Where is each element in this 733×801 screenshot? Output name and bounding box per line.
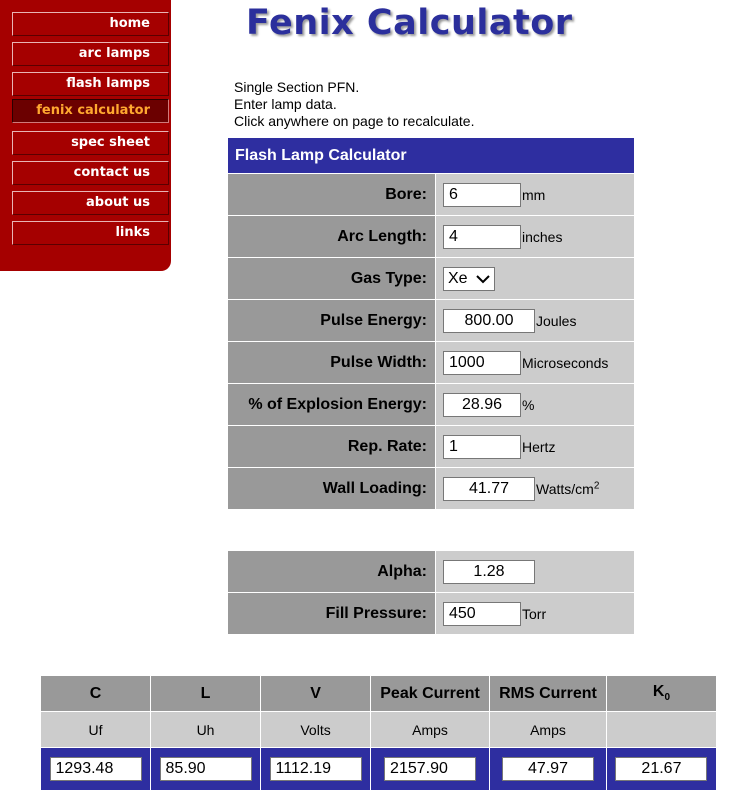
intro-line-3: Click anywhere on page to recalculate. <box>234 113 475 129</box>
unit-l: Uh <box>151 712 261 748</box>
nav-spec-sheet[interactable]: spec sheet <box>12 131 169 155</box>
fill-pressure-label: Fill Pressure: <box>228 593 436 635</box>
intro-line-1: Single Section PFN. <box>234 79 360 95</box>
gas-type-value: Xe <box>448 269 468 287</box>
header-l: L <box>151 676 261 712</box>
rep-rate-unit: Hertz <box>522 438 556 455</box>
nav-flash-lamps[interactable]: flash lamps <box>12 72 169 96</box>
row-fill-pressure <box>228 593 635 635</box>
header-c: C <box>41 676 151 712</box>
pulse-width-unit: Microseconds <box>522 354 609 371</box>
result-c-field[interactable] <box>50 757 142 781</box>
row-pulse-energy <box>228 300 635 342</box>
header-rms-current: RMS Current <box>490 676 607 712</box>
row-pulse-width <box>228 342 635 384</box>
bore-label: Bore: <box>228 174 436 216</box>
results-table <box>40 675 717 791</box>
logo-title: Fenix Calculator <box>246 3 573 43</box>
explosion-energy-label: % of Explosion Energy: <box>228 384 436 426</box>
pulse-energy-unit: Joules <box>536 312 577 329</box>
intro-text <box>234 79 474 130</box>
result-k0-field[interactable] <box>615 757 707 781</box>
gas-type-select[interactable] <box>443 267 495 291</box>
pulse-width-input[interactable] <box>443 351 521 375</box>
row-bore <box>228 174 635 216</box>
flash-lamp-calculator-table <box>227 137 635 510</box>
unit-peak-current: Amps <box>371 712 490 748</box>
unit-v: Volts <box>261 712 371 748</box>
nav-arc-lamps[interactable]: arc lamps <box>12 42 169 66</box>
fill-pressure-unit: Torr <box>522 605 547 622</box>
gas-type-label: Gas Type: <box>228 258 436 300</box>
arc-length-input[interactable] <box>443 225 521 249</box>
nav-links[interactable]: links <box>12 221 169 245</box>
bore-input[interactable] <box>443 183 521 207</box>
alpha-label: Alpha: <box>228 551 436 593</box>
row-alpha <box>228 551 635 593</box>
wall-loading-unit: Watts/$cm^2$ <box>536 480 600 497</box>
sidebar-nav <box>0 0 171 271</box>
row-arc-length <box>228 216 635 258</box>
results-values-row <box>41 748 717 791</box>
nav-about-us[interactable]: about us <box>12 191 169 215</box>
explosion-energy-input[interactable] <box>443 393 521 417</box>
intro-line-2: Enter lamp data. <box>234 96 337 112</box>
nav-home[interactable]: home <box>12 12 169 36</box>
alpha-input[interactable] <box>443 560 535 584</box>
rep-rate-input[interactable] <box>443 435 521 459</box>
wall-loading-input[interactable] <box>443 477 535 501</box>
unit-rms-current: Amps <box>490 712 607 748</box>
unit-c: Uf <box>41 712 151 748</box>
nav-contact-us[interactable]: contact us <box>12 161 169 185</box>
result-rms-current-field[interactable] <box>502 757 594 781</box>
result-peak-current-field[interactable] <box>384 757 476 781</box>
arc-length-unit: inches <box>522 228 563 245</box>
gas-parameters-table <box>227 550 635 635</box>
explosion-energy-unit: % <box>522 396 535 413</box>
results-header-row <box>41 676 717 712</box>
chevron-down-icon <box>476 274 490 284</box>
results-units-row <box>41 712 717 748</box>
header-peak-current: Peak Current <box>371 676 490 712</box>
row-gas-type <box>228 258 635 300</box>
row-explosion-energy <box>228 384 635 426</box>
bore-unit: mm <box>522 186 546 203</box>
result-l-field[interactable] <box>160 757 252 781</box>
nav-fenix-calculator[interactable]: fenix calculator <box>12 99 169 123</box>
row-rep-rate <box>228 426 635 468</box>
unit-k0 <box>606 712 716 748</box>
header-v: V <box>261 676 371 712</box>
pulse-energy-input[interactable] <box>443 309 535 333</box>
row-wall-loading <box>228 468 635 510</box>
pulse-energy-label: Pulse Energy: <box>228 300 436 342</box>
result-v-field[interactable] <box>270 757 362 781</box>
arc-length-label: Arc Length: <box>228 216 436 258</box>
header-k0: $K_0$ <box>606 676 716 712</box>
fill-pressure-input[interactable] <box>443 602 521 626</box>
rep-rate-label: Rep. Rate: <box>228 426 436 468</box>
wall-loading-label: Wall Loading: <box>228 468 436 510</box>
calculator-title: Flash Lamp Calculator <box>228 138 635 174</box>
pulse-width-label: Pulse Width: <box>228 342 436 384</box>
